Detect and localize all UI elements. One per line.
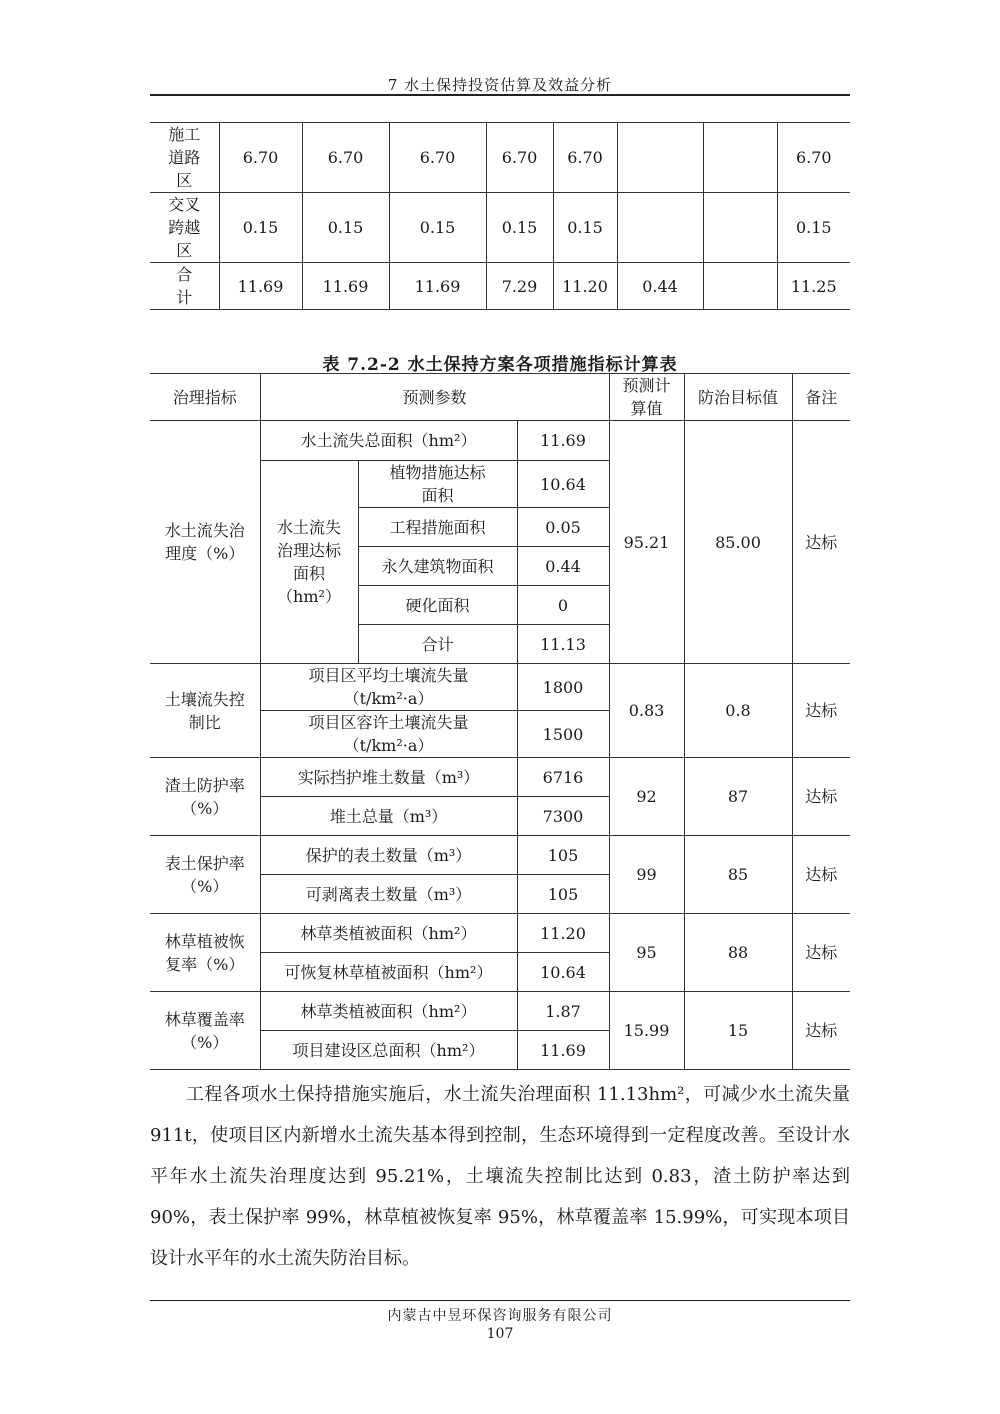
indicator-cell: 表土保护率 （%） bbox=[150, 836, 260, 914]
table-cell: 11.20 bbox=[553, 263, 617, 310]
note-cell: 达标 bbox=[792, 836, 850, 914]
target-value: 85 bbox=[684, 836, 792, 914]
param-label: 林草类植被面积（hm²） bbox=[260, 992, 517, 1031]
table-row bbox=[150, 123, 850, 193]
row-label: 合 计 bbox=[150, 263, 219, 310]
table-cell: 0.44 bbox=[617, 263, 703, 310]
header-params: 预测参数 bbox=[260, 374, 609, 421]
param-value: 1800 bbox=[517, 664, 609, 711]
table-cell bbox=[703, 193, 777, 263]
table-cell bbox=[703, 123, 777, 193]
param-value: 10.64 bbox=[517, 953, 609, 992]
param-value: 1.87 bbox=[517, 992, 609, 1031]
param-value: 0 bbox=[517, 586, 609, 625]
param-label: 堆土总量（m³） bbox=[260, 797, 517, 836]
indicator-cell: 土壤流失控 制比 bbox=[150, 664, 260, 758]
target-value: 85.00 bbox=[684, 421, 792, 664]
param-value: 6716 bbox=[517, 758, 609, 797]
param-value: 10.64 bbox=[517, 461, 609, 508]
table-row bbox=[150, 992, 850, 1031]
table-cell: 6.70 bbox=[389, 123, 486, 193]
table-cell bbox=[617, 193, 703, 263]
param-label: 保护的表土数量（m³） bbox=[260, 836, 517, 875]
table-cell: 11.25 bbox=[777, 263, 850, 310]
table-cell bbox=[703, 263, 777, 310]
page-number: 107 bbox=[486, 1326, 514, 1342]
table-cell: 11.69 bbox=[302, 263, 389, 310]
indicator-cell: 林草植被恢 复率（%） bbox=[150, 914, 260, 992]
table-cell: 11.69 bbox=[219, 263, 302, 310]
target-value: 87 bbox=[684, 758, 792, 836]
calc-value: 15.99 bbox=[609, 992, 684, 1070]
table-cell bbox=[617, 123, 703, 193]
param-value: 105 bbox=[517, 836, 609, 875]
param-label: 项目区容许土壤流失量 （t/km²·a） bbox=[260, 711, 517, 758]
indicator-table bbox=[150, 373, 850, 1070]
continued-table bbox=[150, 122, 850, 310]
note-cell: 达标 bbox=[792, 992, 850, 1070]
table-cell: 0.15 bbox=[553, 193, 617, 263]
param-value: 11.69 bbox=[517, 1031, 609, 1070]
note-cell: 达标 bbox=[792, 421, 850, 664]
table-row bbox=[150, 263, 850, 310]
indicator-cell: 水土流失治 理度（%） bbox=[150, 421, 260, 664]
table-row bbox=[150, 836, 850, 875]
note-cell: 达标 bbox=[792, 664, 850, 758]
row-label: 交叉 跨越 区 bbox=[150, 193, 219, 263]
footer-company: 内蒙古中昱环保咨询服务有限公司 bbox=[387, 1308, 613, 1324]
table-cell: 6.70 bbox=[219, 123, 302, 193]
param-label: 合计 bbox=[358, 625, 517, 664]
target-value: 15 bbox=[684, 992, 792, 1070]
row-label: 施工 道路 区 bbox=[150, 123, 219, 193]
header-calc: 预测计 算值 bbox=[609, 374, 684, 421]
table-row bbox=[150, 914, 850, 953]
footer-rule bbox=[150, 1300, 850, 1301]
table-cell: 6.70 bbox=[302, 123, 389, 193]
param-value: 105 bbox=[517, 875, 609, 914]
table-row bbox=[150, 758, 850, 797]
header-indicator: 治理指标 bbox=[150, 374, 260, 421]
param-label: 林草类植被面积（hm²） bbox=[260, 914, 517, 953]
header-target: 防治目标值 bbox=[684, 374, 792, 421]
table-cell: 6.70 bbox=[486, 123, 553, 193]
calc-value: 95 bbox=[609, 914, 684, 992]
table-cell: 6.70 bbox=[777, 123, 850, 193]
note-cell: 达标 bbox=[792, 914, 850, 992]
table-caption: 表 7.2-2 水土保持方案各项措施指标计算表 bbox=[322, 355, 678, 375]
param-label: 永久建筑物面积 bbox=[358, 547, 517, 586]
table-cell: 7.29 bbox=[486, 263, 553, 310]
note-cell: 达标 bbox=[792, 758, 850, 836]
param-value: 0.44 bbox=[517, 547, 609, 586]
table-cell: 6.70 bbox=[553, 123, 617, 193]
param-label: 植物措施达标 面积 bbox=[358, 461, 517, 508]
header-rule bbox=[150, 94, 850, 96]
table-cell: 0.15 bbox=[777, 193, 850, 263]
target-value: 0.8 bbox=[684, 664, 792, 758]
indicator-cell: 渣土防护率 （%） bbox=[150, 758, 260, 836]
param-label: 实际挡护堆土数量（m³） bbox=[260, 758, 517, 797]
indicator-cell: 林草覆盖率 （%） bbox=[150, 992, 260, 1070]
paragraph-text: 工程各项水土保持措施实施后，水土流失治理面积 11.13hm²，可减少水土流失量 911t，使项目区内新增水土流失基本得到控制，生态环境得到一定程度改善。至设计水平年水土流失治理度达到 95.21%，土壤流失控制比达到 0.83，渣土防护率达到 90%，表土保护率 99%，林草植被恢复率 95%，林草覆盖率 15.99%，可实现本项目设计水平年的水土流失防治目标。 bbox=[150, 1084, 850, 1269]
param-value: 11.13 bbox=[517, 625, 609, 664]
table-cell: 0.15 bbox=[219, 193, 302, 263]
param-label: 项目建设区总面积（hm²） bbox=[260, 1031, 517, 1070]
param-value: 11.69 bbox=[517, 421, 609, 461]
table-cell: 0.15 bbox=[486, 193, 553, 263]
calc-value: 0.83 bbox=[609, 664, 684, 758]
calc-value: 99 bbox=[609, 836, 684, 914]
body-paragraph bbox=[150, 1074, 850, 1279]
table-cell: 0.15 bbox=[302, 193, 389, 263]
running-header: 7 水土保持投资估算及效益分析 bbox=[387, 76, 613, 94]
target-value: 88 bbox=[684, 914, 792, 992]
param-value: 7300 bbox=[517, 797, 609, 836]
param-label: 硬化面积 bbox=[358, 586, 517, 625]
table-cell: 11.69 bbox=[389, 263, 486, 310]
param-value: 0.05 bbox=[517, 508, 609, 547]
header-note: 备注 bbox=[792, 374, 850, 421]
table-row bbox=[150, 664, 850, 711]
param-value: 11.20 bbox=[517, 914, 609, 953]
param-label: 可恢复林草植被面积（hm²） bbox=[260, 953, 517, 992]
param-group-label: 水土流失 治理达标 面积 （hm²） bbox=[260, 461, 358, 664]
param-label: 项目区平均土壤流失量 （t/km²·a） bbox=[260, 664, 517, 711]
param-label: 可剥离表土数量（m³） bbox=[260, 875, 517, 914]
calc-value: 95.21 bbox=[609, 421, 684, 664]
table-row bbox=[150, 193, 850, 263]
param-value: 1500 bbox=[517, 711, 609, 758]
table-cell: 0.15 bbox=[389, 193, 486, 263]
param-label: 水土流失总面积（hm²） bbox=[260, 421, 517, 461]
calc-value: 92 bbox=[609, 758, 684, 836]
param-label: 工程措施面积 bbox=[358, 508, 517, 547]
